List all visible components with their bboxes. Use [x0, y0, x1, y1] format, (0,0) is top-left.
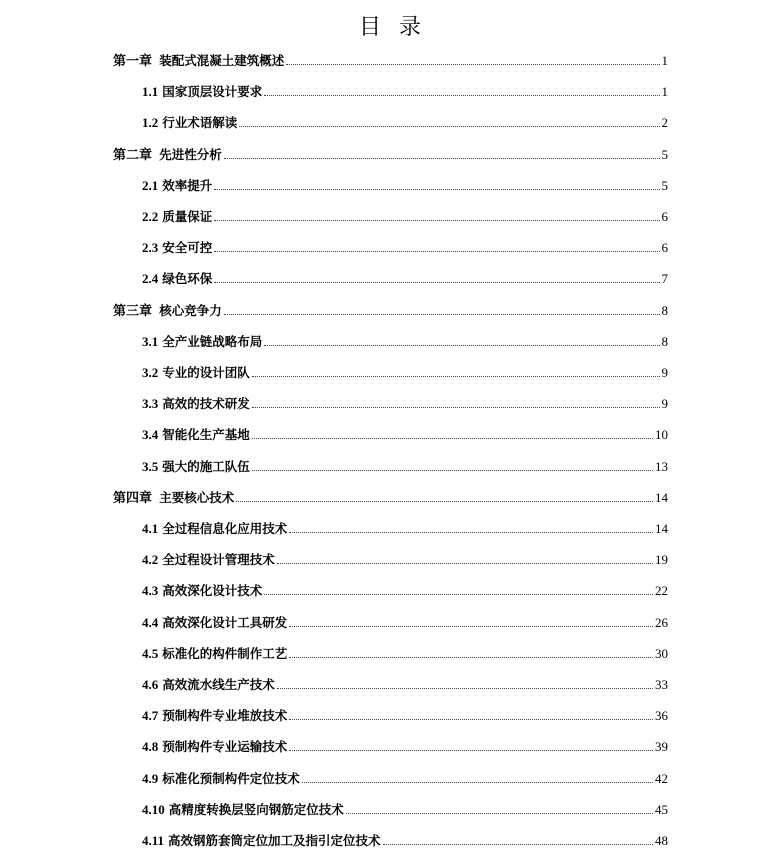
toc-section-entry[interactable]	[142, 515, 668, 537]
dot-leader	[224, 313, 660, 315]
entry-number: 第三章	[113, 302, 156, 318]
entry-page-number: 1	[661, 53, 668, 68]
dot-leader	[224, 157, 660, 159]
entry-title: 装配式混凝土建筑概述	[159, 53, 285, 68]
toc-section-entry[interactable]	[142, 172, 668, 194]
toc-section-entry[interactable]	[142, 421, 668, 443]
entry-page-number: 39	[655, 739, 668, 755]
entry-title: 质量保证	[162, 209, 213, 224]
entry-page-number: 30	[655, 645, 668, 661]
entry-page-number: 33	[655, 677, 668, 692]
entry-page-number: 42	[655, 770, 668, 786]
entry-title: 安全可控	[162, 240, 213, 256]
toc-title: 目录	[358, 15, 439, 40]
dot-leader	[289, 749, 653, 751]
dot-leader	[214, 281, 659, 283]
toc-chapter-entry[interactable]	[113, 484, 668, 506]
toc-section-entry[interactable]	[142, 265, 668, 287]
toc-chapter-entry[interactable]	[113, 297, 668, 319]
entry-number: 4.7	[142, 708, 159, 724]
entry-page-number: 19	[655, 552, 668, 568]
entry-number: 4.6	[142, 677, 159, 692]
dot-leader	[383, 843, 653, 845]
entry-title: 效率提升	[162, 177, 213, 193]
dot-leader	[289, 656, 653, 658]
entry-number: 3.2	[142, 365, 159, 380]
toc-section-entry[interactable]	[142, 577, 668, 599]
entry-number: 1.1	[142, 84, 159, 100]
entry-title: 国家顶层设计要求	[162, 84, 263, 100]
entry-number: 第二章	[113, 146, 156, 162]
toc-section-entry[interactable]	[142, 546, 668, 568]
entry-number: 4.1	[142, 521, 159, 536]
entry-title: 高效的技术研发	[162, 396, 250, 412]
entry-title: 行业术语解读	[162, 115, 238, 131]
entry-title: 强大的施工队伍	[162, 458, 250, 474]
toc-section-entry[interactable]	[142, 640, 668, 662]
entry-title: 预制构件专业运输技术	[162, 739, 288, 755]
toc-section-entry[interactable]	[142, 796, 668, 818]
dot-leader	[277, 562, 653, 564]
dot-leader	[252, 375, 660, 377]
dot-leader	[346, 812, 653, 814]
dot-leader	[214, 250, 659, 252]
dot-leader	[264, 344, 659, 346]
toc-section-entry[interactable]	[142, 733, 668, 755]
toc-section-entry[interactable]	[142, 390, 668, 412]
entry-number: 2.1	[142, 177, 159, 193]
entry-number: 4.8	[142, 739, 159, 755]
toc-section-entry[interactable]	[142, 109, 668, 131]
dot-leader	[302, 781, 653, 783]
entry-number: 1.2	[142, 115, 159, 131]
entry-number: 4.2	[142, 552, 159, 568]
entry-title: 全过程设计管理技术	[162, 552, 275, 568]
entry-page-number: 9	[661, 396, 668, 412]
entry-title: 高效深化设计工具研发	[162, 614, 288, 630]
dot-leader	[277, 687, 653, 689]
toc-section-entry[interactable]	[142, 328, 668, 350]
dot-leader	[289, 531, 653, 533]
entry-page-number: 9	[661, 365, 668, 380]
entry-number: 2.2	[142, 209, 159, 224]
dot-leader	[239, 125, 659, 127]
entry-title: 智能化生产基地	[162, 427, 250, 443]
entry-page-number: 22	[655, 583, 668, 599]
entry-title: 全产业链战略布局	[162, 333, 263, 349]
dot-leader	[289, 718, 653, 720]
dot-leader	[264, 593, 653, 595]
entry-page-number: 1	[661, 84, 668, 100]
entry-number: 3.4	[142, 427, 159, 443]
entry-title: 高效流水线生产技术	[162, 677, 275, 692]
toc-chapter-entry[interactable]	[113, 141, 668, 163]
toc-section-entry[interactable]	[142, 765, 668, 787]
toc-section-entry[interactable]	[142, 234, 668, 256]
toc-section-entry[interactable]	[142, 671, 668, 693]
entry-page-number: 2	[661, 115, 668, 131]
entry-title: 专业的设计团队	[162, 365, 250, 380]
entry-title: 主要核心技术	[159, 489, 235, 505]
toc-section-entry[interactable]	[142, 453, 668, 475]
entry-number: 4.3	[142, 583, 159, 599]
dot-leader	[214, 188, 659, 190]
entry-title: 预制构件专业堆放技术	[162, 708, 288, 724]
entry-number: 4.5	[142, 645, 159, 661]
entry-page-number: 6	[661, 209, 668, 224]
entry-page-number: 14	[655, 489, 668, 505]
toc-section-entry[interactable]	[142, 203, 668, 225]
entry-page-number: 6	[661, 240, 668, 256]
entry-page-number: 8	[661, 302, 668, 318]
entry-number: 第四章	[113, 489, 156, 505]
toc-section-entry[interactable]	[142, 609, 668, 631]
entry-title: 高精度转换层竖向钢筋定位技术	[168, 801, 344, 817]
dot-leader	[286, 63, 659, 65]
toc-section-entry[interactable]	[142, 702, 668, 724]
dot-leader	[289, 625, 653, 627]
entry-title: 标准化预制构件定位技术	[162, 770, 300, 786]
entry-page-number: 14	[655, 521, 668, 536]
entry-number: 4.11	[142, 833, 165, 848]
entry-page-number: 10	[655, 427, 668, 443]
entry-page-number: 48	[655, 833, 668, 848]
entry-number: 4.4	[142, 614, 159, 630]
entry-title: 高效深化设计技术	[162, 583, 263, 599]
entry-title: 核心竞争力	[159, 302, 222, 318]
toc-section-entry[interactable]	[142, 78, 668, 100]
entry-number: 3.3	[142, 396, 159, 412]
dot-leader	[236, 500, 653, 502]
entry-number: 3.1	[142, 333, 159, 349]
entry-page-number: 5	[661, 146, 668, 162]
entry-number: 第一章	[113, 53, 156, 68]
toc-chapter-entry[interactable]	[113, 47, 668, 69]
dot-leader	[252, 406, 660, 408]
dot-leader	[264, 94, 659, 96]
entry-title: 高效钢筋套筒定位加工及指引定位技术	[168, 833, 381, 848]
entry-number: 4.9	[142, 770, 159, 786]
entry-page-number: 5	[661, 177, 668, 193]
entry-page-number: 7	[661, 271, 668, 287]
entry-title: 全过程信息化应用技术	[162, 521, 288, 536]
dot-leader	[252, 469, 653, 471]
dot-leader	[214, 219, 659, 221]
entry-page-number: 8	[661, 333, 668, 349]
entry-title: 标准化的构件制作工艺	[162, 645, 288, 661]
toc-section-entry[interactable]	[142, 359, 668, 381]
entry-page-number: 36	[655, 708, 668, 724]
entry-number: 3.5	[142, 458, 159, 474]
entry-number: 2.3	[142, 240, 159, 256]
toc-section-entry[interactable]	[142, 827, 668, 849]
entry-page-number: 45	[655, 801, 668, 817]
entry-page-number: 26	[655, 614, 668, 630]
entry-number: 2.4	[142, 271, 159, 287]
entry-title: 先进性分析	[159, 146, 222, 162]
entry-title: 绿色环保	[162, 271, 213, 287]
entry-number: 4.10	[142, 801, 165, 817]
dot-leader	[252, 437, 653, 439]
entry-page-number: 13	[655, 458, 668, 474]
